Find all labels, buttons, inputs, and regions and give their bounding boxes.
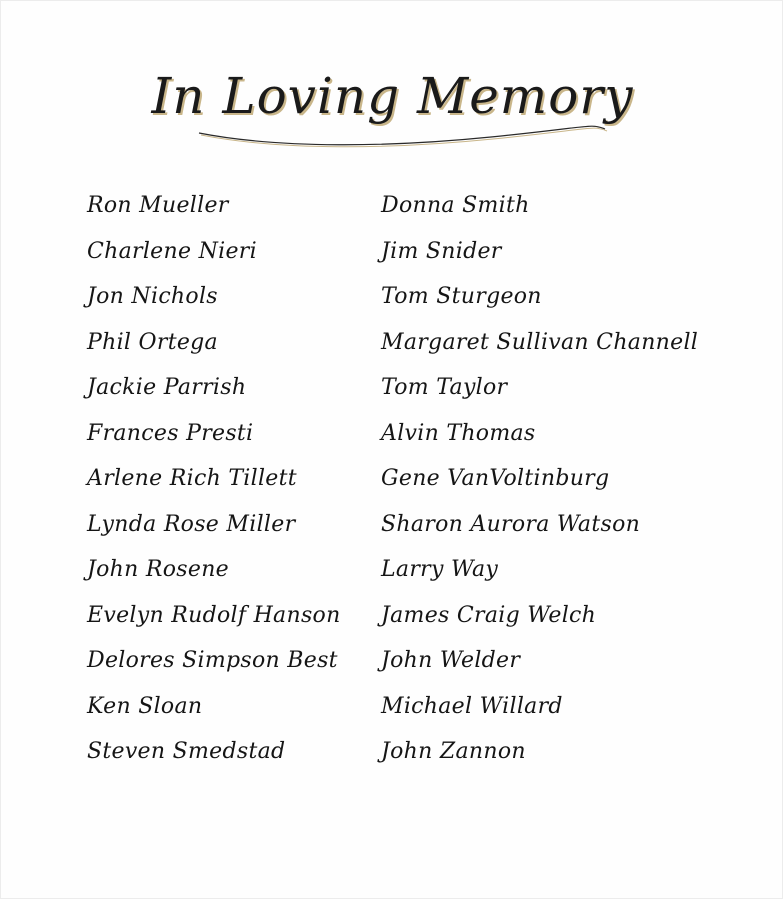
- memorial-name: Charlene Nieri: [87, 238, 257, 264]
- names-column-left: [87, 183, 341, 775]
- memorial-name: Donna Smith: [381, 193, 530, 218]
- memorial-name: Jim Snider: [381, 238, 502, 264]
- memorial-name: John Zannon: [381, 739, 526, 764]
- memorial-name: Phil Ortega: [87, 329, 218, 355]
- page-title: In Loving Memory: [151, 67, 634, 125]
- memorial-name: Larry Way: [381, 557, 499, 582]
- memorial-name: Jon Nichols: [87, 284, 218, 309]
- memorial-name: Ron Mueller: [87, 193, 229, 218]
- memorial-name: Frances Presti: [87, 420, 254, 446]
- memorial-name: Steven Smedstad: [87, 739, 286, 764]
- memorial-name: Delores Simpson Best: [87, 648, 338, 673]
- memorial-name: Margaret Sullivan Channell: [381, 329, 699, 355]
- memorial-name: Alvin Thomas: [381, 420, 536, 446]
- memorial-name: Jackie Parrish: [87, 375, 247, 400]
- memorial-name: Sharon Aurora Watson: [381, 511, 641, 537]
- memorial-name: James Craig Welch: [381, 602, 597, 628]
- memorial-name: Lynda Rose Miller: [87, 511, 296, 537]
- memorial-name: John Welder: [381, 648, 521, 673]
- memorial-name: Tom Taylor: [381, 375, 508, 400]
- memorial-name: John Rosene: [87, 557, 230, 582]
- memorial-name: Tom Sturgeon: [381, 284, 542, 309]
- names-column-right: [381, 183, 698, 775]
- memorial-name: Gene VanVoltinburg: [381, 466, 610, 491]
- memorial-name: Ken Sloan: [87, 693, 203, 719]
- memorial-name: Michael Willard: [381, 693, 563, 719]
- title-flourish: [191, 119, 611, 149]
- memorial-name: Evelyn Rudolf Hanson: [87, 602, 341, 628]
- memorial-name: Arlene Rich Tillett: [87, 466, 297, 491]
